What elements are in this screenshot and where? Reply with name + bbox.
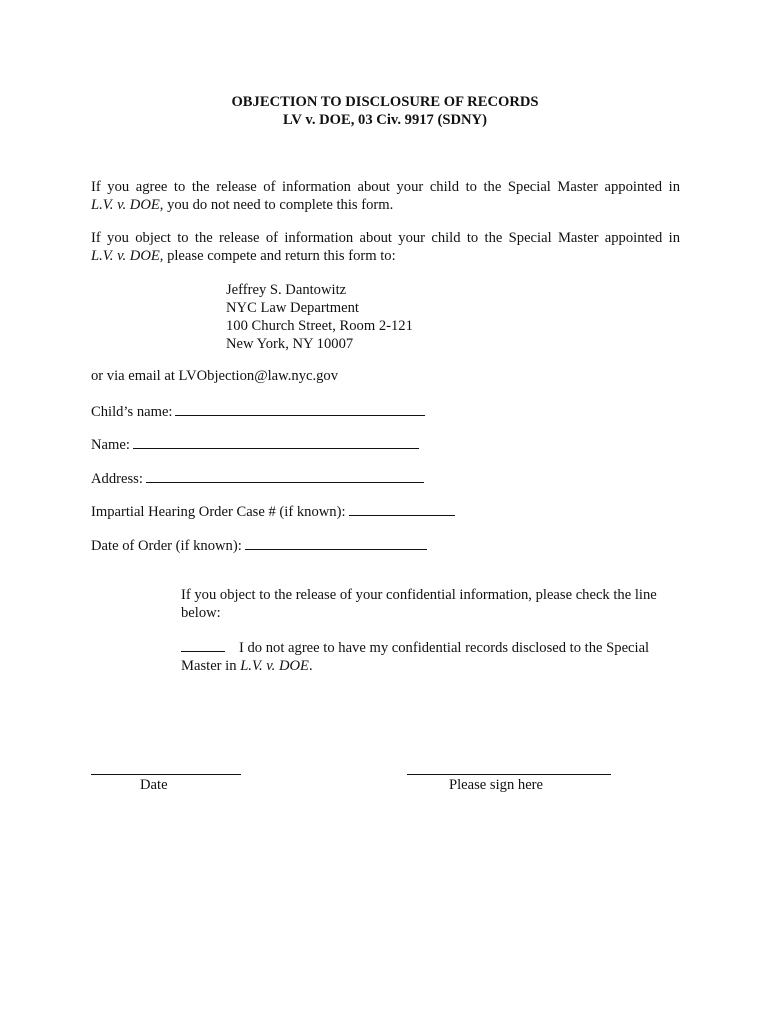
objection-checkline [181,637,676,675]
object-paragraph-rest: , please compete and return this form to: [159,248,396,264]
case-name: L.V. v. DOE [91,248,160,264]
name-input[interactable] [133,434,419,449]
case-name: L.V. v. DOE [91,197,160,213]
address-name: Jeffrey S. Dantowitz [226,282,347,298]
signature-line[interactable] [407,774,611,775]
date-of-order-label: Date of Order (if known): [91,538,242,554]
date-label: Date [140,777,168,793]
address-field [91,468,424,488]
address-label: Address: [91,471,143,487]
date-signature-line[interactable] [91,774,241,775]
document-title: OBJECTION TO DISCLOSURE OF RECORDS [231,94,539,110]
address-input[interactable] [146,468,424,483]
object-paragraph [91,229,680,265]
date-of-order-input[interactable] [245,535,427,550]
objection-checkline-row1 [181,637,676,657]
address-org: NYC Law Department [226,300,359,316]
name-label: Name: [91,437,130,453]
signature-label: Please sign here [449,777,544,793]
address-city: New York, NY 10007 [226,336,354,352]
case-name: L.V. v. DOE [240,658,309,674]
object-paragraph-line1: If you object to the release of information about your child to the Special Master appointed in [91,230,680,246]
date-of-order-field [91,535,427,555]
objection-statement-suffix: . [308,658,313,674]
child-name-label: Child’s name: [91,404,173,420]
objection-statement-prefix: Master in [181,658,241,674]
name-field [91,434,419,454]
case-caption: LV v. DOE, 03 Civ. 9917 (SDNY) [283,112,487,128]
agree-paragraph [91,178,680,214]
case-number-input[interactable] [349,501,455,516]
agree-paragraph-line1: If you agree to the release of information about your child to the Special Master appointed in [91,179,680,195]
case-number-label: Impartial Hearing Order Case # (if known): [91,504,346,520]
email-line: or via email at LVObjection@law.nyc.gov [91,368,339,384]
objection-statement-line1: I do not agree to have my confidential records disclosed to the Special [239,640,650,656]
checkbox-instructions [181,586,676,622]
objection-check-blank[interactable] [181,637,225,652]
agree-paragraph-rest: , you do not need to complete this form. [159,197,394,213]
object-paragraph-line2 [91,247,680,265]
mailing-address [226,281,413,353]
address-street: 100 Church Street, Room 2-121 [226,318,413,334]
checkbox-instructions-line2: below: [181,605,221,621]
checkbox-instructions-line1: If you object to the release of your confidential information, please check the line [181,587,657,603]
child-name-input[interactable] [175,401,425,416]
child-name-field [91,401,425,421]
objection-checkline-row2 [181,657,676,675]
agree-paragraph-line2 [91,196,680,214]
case-number-field [91,501,455,521]
